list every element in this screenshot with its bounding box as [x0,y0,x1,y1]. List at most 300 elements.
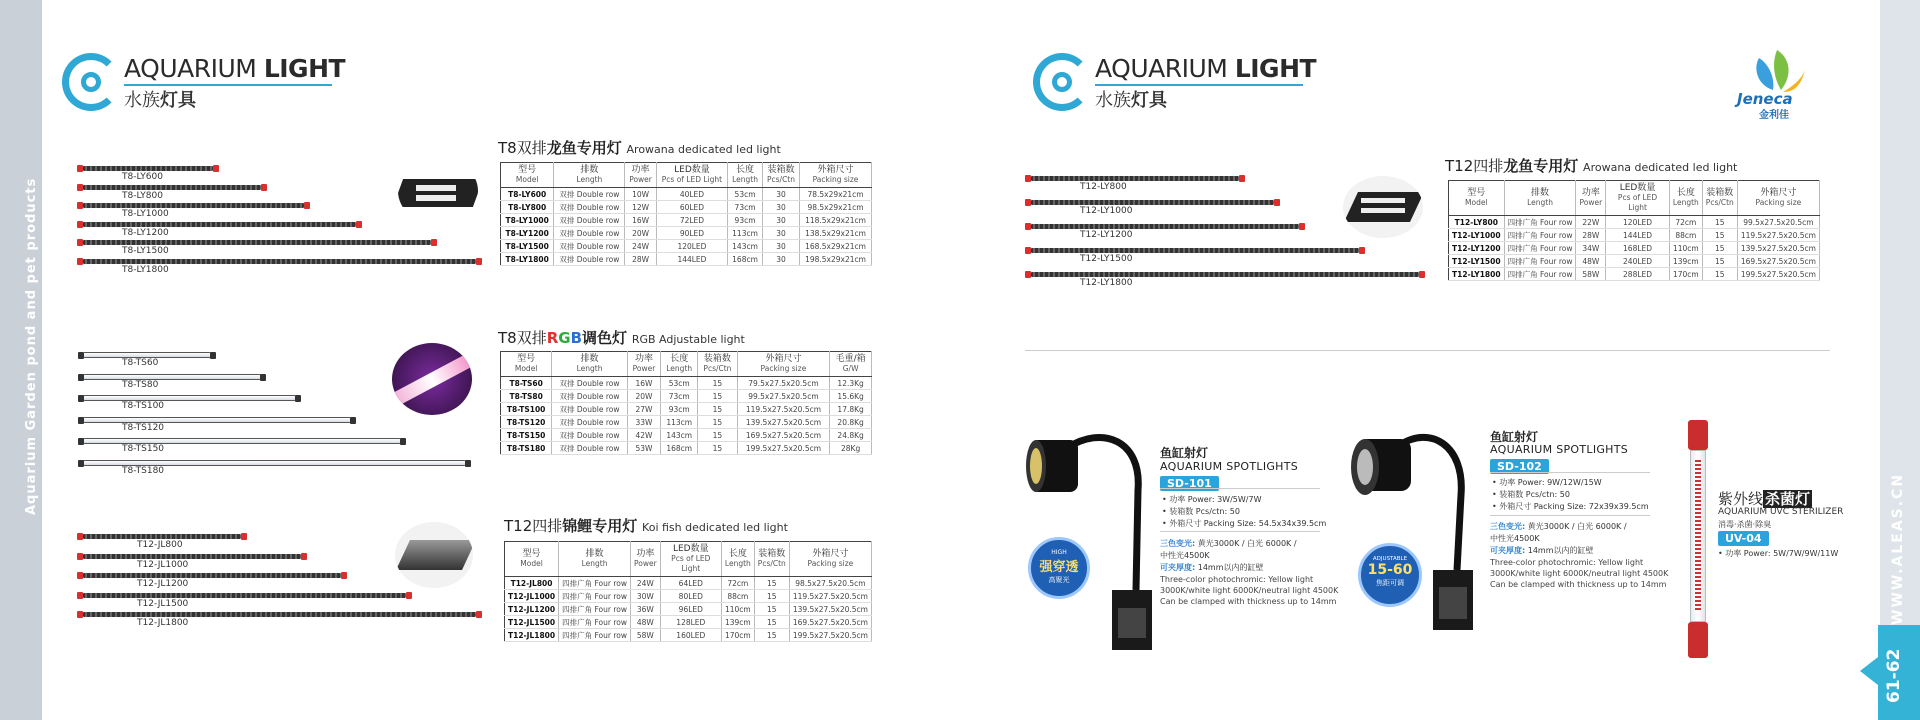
table-cell: T12-JL1200 [505,603,559,616]
tube-end-cap [241,533,247,540]
tube-model-label: T8-LY800 [122,190,163,201]
led-closeup-image-t12-ly [1343,176,1423,238]
led-tube [82,222,357,227]
section-divider [1025,350,1830,351]
table-row [505,616,872,629]
tube-end-cap [77,553,83,560]
led-tube [82,573,342,578]
table-cell: 双排 Double row [552,442,627,455]
tube-end-cap [77,202,83,209]
column-header [625,163,656,188]
table-cell: 15 [1702,268,1737,281]
column-header-en: Length [724,559,751,568]
tube-end-cap [77,572,83,579]
seal-sub-text: 高聚光 [1048,576,1070,584]
sd101-color-temp-cn-2: 中性光4500K [1160,551,1210,560]
table-cell: 15 [754,603,789,616]
uv04-spec-line: • 功率 Power: 5W/7W/9W/11W [1718,549,1839,558]
sd101-model-badge: SD-101 [1160,476,1219,491]
table-cell: 双排 Double row [554,240,625,253]
column-header-en: Length [576,175,603,184]
table-cell: 139.5x27.5x20.5cm [789,603,871,616]
website-url: WWW.ALEAS.CN [1890,472,1906,625]
tube-end-cap [213,165,219,172]
section-title-t12-ly: T12四排龙鱼专用灯 Arowana dedicated led light [1445,157,1738,175]
column-header-cn: 功率 [1581,188,1600,198]
column-header-cn: 长度 [736,165,755,175]
spec-table-t12-jl [504,541,872,642]
table-cell: 60LED [656,201,727,214]
column-header [737,352,830,377]
led-tube [82,395,297,401]
table-cell: 143cm [728,240,763,253]
sd102-en-line: Three-color photochromic: Yellow light [1490,558,1644,567]
table-cell: 40LED [656,188,727,201]
column-header-en: Pcs/Ctn [757,559,786,568]
tube-end-cap [77,184,83,191]
brand-name: Jeneca [1737,90,1793,108]
table-row [501,390,872,403]
table-cell: 170cm [1669,268,1702,281]
column-header-en: Packing size [807,559,854,568]
table-cell: 24W [625,240,656,253]
tube-end-cap [78,395,84,402]
page-title-cn: 水族灯具 [124,90,196,111]
table-cell: 30 [762,240,799,253]
table-row [501,240,872,253]
table-cell: 15 [698,416,737,429]
table-row [505,590,872,603]
column-header [754,542,789,577]
table-cell: 双排 Double row [554,188,625,201]
table-cell: 四排广角 Four row [559,616,631,629]
column-header [830,352,872,377]
tube-end-cap [78,460,84,467]
table-cell: 138.5x29x21cm [800,227,872,240]
column-header-cn: 型号 [517,354,536,364]
table-cell: 15 [754,590,789,603]
table-cell: 双排 Double row [552,416,627,429]
aquarium-logo-icon [62,53,120,111]
table-cell: 30 [762,188,799,201]
table-cell: 15 [698,390,737,403]
column-header-cn: 外箱尺寸 [1760,188,1797,198]
table-cell: 双排 Double row [554,201,625,214]
led-tube [82,185,262,190]
table-cell: 199.5x27.5x20.5cm [789,629,871,642]
tube-end-cap [77,592,83,599]
table-row [1449,268,1820,281]
table-cell: 24.8Kg [830,429,872,442]
column-header [501,163,554,188]
table-cell: 双排 Double row [554,214,625,227]
column-header-cn: 装箱数 [1706,188,1734,198]
tube-end-cap [301,553,307,560]
table-cell: 168cm [728,253,763,266]
column-header [661,352,698,377]
column-header-cn: 型号 [1467,188,1486,198]
column-header [1576,181,1606,216]
left-side-text: Aquarium Garden pond and pet products [24,177,39,515]
table-cell: 168LED [1606,242,1670,255]
table-cell: 15 [754,629,789,642]
column-header [501,352,552,377]
column-header-cn: 外箱尺寸 [812,549,849,559]
column-header-en: Model [514,364,538,373]
page-title-cn-right: 水族灯具 [1095,90,1167,111]
table-row [501,227,872,240]
column-header-cn: 长度 [670,354,689,364]
tube-model-label: T12-JL1000 [137,559,189,570]
table-cell: 15 [698,442,737,455]
table-row [501,403,872,416]
table-cell: 73cm [728,201,763,214]
table-cell: 119.5x27.5x20.5cm [789,590,871,603]
tube-end-cap [77,221,83,228]
spec-table-t8-ly [500,162,872,266]
table-header-row [505,542,872,577]
column-header-en: Length [576,364,603,373]
sd102-color-temp-cn: 三色变光: 黄光3000K / 白光 6000K / [1490,522,1627,531]
column-header-en: Power [1579,198,1603,207]
table-cell: 16W [625,214,656,227]
table-cell: T12-LY1000 [1449,229,1505,242]
column-header-en: Model [520,559,543,568]
column-header-cn: 毛重/箱 [835,354,866,364]
table-cell: 139cm [1669,255,1702,268]
column-header-en: Power [634,559,657,568]
column-header-cn: 排数 [585,549,604,559]
tube-model-label: T12-JL800 [137,540,183,550]
sd101-en-line: 3000K/white light 6000K/neutral light 4500K [1160,586,1339,595]
table-cell: 110cm [721,603,754,616]
table-row [505,603,872,616]
table-cell: 119.5x27.5x20.5cm [1737,229,1819,242]
table-cell: 20W [625,227,656,240]
sd102-spec-line: • 外箱尺寸 Packing Size: 72x39x39.5cm [1492,502,1649,511]
table-cell: 30 [762,214,799,227]
sd101-spec-line: • 功率 Power: 3W/5W/7W [1162,495,1262,504]
table-cell: 48W [631,616,661,629]
tube-end-cap [1359,247,1365,254]
column-header [789,542,871,577]
table-row [505,629,872,642]
table-cell: 144LED [1606,229,1670,242]
column-header [1669,181,1702,216]
table-cell: 90LED [656,227,727,240]
sd102-title-en: AQUARIUM SPOTLIGHTS [1490,443,1629,456]
table-cell: 33W [627,416,660,429]
table-cell: 139.5x27.5x20.5cm [1737,242,1819,255]
sd101-title-en: AQUARIUM SPOTLIGHTS [1160,460,1299,473]
table-cell: 15 [1702,229,1737,242]
section-title-t12-jl: T12四排锦鲤专用灯 Koi fish dedicated led light [504,517,788,535]
tube-end-cap [210,352,216,359]
column-header-cn: 排数 [1531,188,1550,198]
table-cell: 30 [762,227,799,240]
uv04-model-badge: UV-04 [1718,531,1769,546]
tube-end-cap [1025,223,1031,230]
table-row [501,429,872,442]
tube-model-label: T8-TS180 [122,465,165,476]
column-header-cn: 排数 [580,165,599,175]
tube-model-label: T8-TS120 [122,422,165,433]
tube-model-label: T8-LY600 [122,172,163,182]
column-header-en: Length [1527,198,1553,207]
column-header [1606,181,1670,216]
column-header-en: Model [515,175,539,184]
column-header [698,352,737,377]
column-header-en: Length [1672,198,1699,207]
table-cell: 48W [1576,255,1606,268]
table-cell: T8-LY1500 [501,240,554,253]
column-header-cn: 长度 [1676,188,1695,198]
tube-end-cap [1419,271,1425,278]
column-header-en: G/W [842,364,859,373]
sd102-model-badge: SD-102 [1490,459,1549,474]
table-cell: 170cm [721,629,754,642]
spotlight-sd102-icon [1345,425,1475,635]
column-header [656,163,727,188]
sd102-title-cn: 鱼缸射灯 [1490,430,1539,444]
uv-sterilizer-image [1685,420,1711,660]
table-cell: 139cm [721,616,754,629]
column-header [552,352,627,377]
tube-model-label: T8-TS60 [122,358,159,368]
table-cell: 93cm [728,214,763,227]
table-cell: 96LED [660,603,721,616]
table-cell: T8-LY1800 [501,253,554,266]
led-tube [82,554,302,559]
sd102-en-line: Can be clamped with thickness up to 14mm [1490,580,1667,589]
column-header [1702,181,1737,216]
table-cell: T8-TS180 [501,442,552,455]
led-tube [1030,200,1275,205]
table-row [501,201,872,214]
table-row [501,214,872,227]
spec-table-t8-ts [500,351,872,455]
tube-model-label: T12-LY800 [1080,182,1127,192]
table-cell: 169.5x27.5x20.5cm [789,616,871,629]
brand-name-cn: 金利佳 [1759,110,1789,121]
column-header-cn: 装箱数 [767,165,795,175]
tube-model-label: T12-JL1800 [137,618,189,628]
table-cell: T12-JL1000 [505,590,559,603]
column-header-en: Power [632,364,656,373]
table-cell: T8-TS120 [501,416,552,429]
page-title-right: AQUARIUM LIGHT [1095,54,1317,83]
sd101-spec-line: • 外箱尺寸 Packing Size: 54.5x34x39.5cm [1162,519,1327,528]
column-header [505,542,559,577]
table-cell: T12-JL1500 [505,616,559,629]
tube-end-cap [1025,199,1031,206]
table-cell: 143cm [661,429,698,442]
tube-model-label: T8-TS80 [122,379,159,390]
tube-end-cap [77,611,83,618]
page-title: AQUARIUM LIGHT [124,54,346,83]
table-cell: 22W [1576,216,1606,229]
table-cell: 双排 Double row [552,390,627,403]
led-tube [1030,248,1360,253]
column-header-en: Pcs/Ctn [766,175,795,184]
table-header-row [1449,181,1820,216]
tube-end-cap [1299,223,1305,230]
sd101-clamp-cn: 可夹厚度: 14mm以内的缸壁 [1160,563,1264,572]
table-row [501,377,872,390]
table-cell: 四排广角 Four row [559,629,631,642]
table-cell: 16W [627,377,660,390]
tube-model-label: T8-LY1000 [122,209,169,219]
column-header-cn: LED数量 [1619,183,1656,193]
seal-badge-sd101 [1028,537,1090,599]
column-header-en: Pcs of LED Light [661,175,723,184]
table-cell: 四排广角 Four row [559,590,631,603]
tube-end-cap [77,239,83,246]
table-cell: 113cm [661,416,698,429]
tube-model-label: T12-LY1200 [1080,230,1133,240]
table-cell: 110cm [1669,242,1702,255]
table-cell: 15 [1702,255,1737,268]
column-header-en: Pcs of LED Light [1617,193,1658,212]
table-cell: T8-TS80 [501,390,552,403]
table-cell: 199.5x27.5x20.5cm [737,442,830,455]
table-cell: 30 [762,201,799,214]
column-header-cn: 功率 [634,354,653,364]
table-cell: 199.5x27.5x20.5cm [1737,268,1819,281]
spec-table-t12-ly [1448,180,1820,281]
tube-end-cap [1025,247,1031,254]
table-row [1449,242,1820,255]
table-cell: T8-LY1000 [501,214,554,227]
column-header-cn: LED数量 [674,165,710,175]
column-header [728,163,763,188]
spotlight-sd102-image [1345,425,1475,635]
table-cell: T12-JL1800 [505,629,559,642]
table-cell: 28Kg [830,442,872,455]
tube-end-cap [304,202,310,209]
table-row [501,253,872,266]
sd101-spec-line: • 装箱数 Pcs/ctn: 50 [1162,507,1240,516]
tube-end-cap [465,460,471,467]
tube-model-label: T12-JL1200 [137,579,189,589]
tube-end-cap [77,165,83,172]
table-cell: 78.5x29x21cm [800,188,872,201]
sd101-title-cn: 鱼缸射灯 [1160,446,1209,460]
table-cell: 四排广角 Four row [1504,216,1576,229]
table-cell: 72LED [656,214,727,227]
column-header-en: Pcs of LED Light [671,554,711,573]
tube-end-cap [77,533,83,540]
table-cell: 28W [1576,229,1606,242]
tube-end-cap [78,417,84,424]
tube-end-cap [356,221,362,228]
column-header [1737,181,1819,216]
table-cell: 64LED [660,577,721,590]
tube-end-cap [77,258,83,265]
table-cell: 118.5x29x21cm [800,214,872,227]
table-cell: 79.5x27.5x20.5cm [737,377,830,390]
column-header-cn: 装箱数 [758,549,786,559]
table-cell: 15 [698,429,737,442]
column-header-cn: 外箱尺寸 [817,165,854,175]
led-closeup-image-t12-jl [395,522,473,588]
tube-model-label: T8-LY1500 [122,246,169,256]
table-cell: 98.5x27.5x20.5cm [789,577,871,590]
tube-end-cap [1274,199,1280,206]
table-cell: 73cm [661,390,698,403]
table-cell: 双排 Double row [552,429,627,442]
table-cell: 288LED [1606,268,1670,281]
table-row [501,442,872,455]
table-row [1449,255,1820,268]
table-cell: T8-TS60 [501,377,552,390]
table-cell: T8-LY800 [501,201,554,214]
column-header-en: Power [629,175,652,184]
column-header [627,352,660,377]
tube-end-cap [1025,271,1031,278]
table-cell: 144LED [656,253,727,266]
tube-model-label: T8-LY1800 [122,264,169,275]
seal-cn-text: 强穿透 [1039,560,1079,575]
table-cell: 双排 Double row [554,253,625,266]
table-cell: 58W [1576,268,1606,281]
table-cell: 42W [627,429,660,442]
table-cell: 240LED [1606,255,1670,268]
sd102-spec-line: • 装箱数 Pcs/ctn: 50 [1492,490,1570,499]
seal-top-text: ADJUSTABLE [1372,556,1408,562]
table-cell: 139.5x27.5x20.5cm [737,416,830,429]
table-cell: T8-LY600 [501,188,554,201]
led-closeup-image-t8-ly [398,157,478,225]
table-cell: 88cm [1669,229,1702,242]
column-header-cn: 外箱尺寸 [765,354,802,364]
tube-model-label: T12-LY1500 [1080,254,1133,264]
table-cell: 12W [625,201,656,214]
table-cell: 168cm [661,442,698,455]
tube-end-cap [260,374,266,381]
tube-end-cap [476,611,482,618]
table-cell: 88cm [721,590,754,603]
column-header [554,163,625,188]
table-cell: 15 [1702,216,1737,229]
tube-model-label: T8-TS150 [122,444,165,454]
column-header [660,542,721,577]
table-cell: T12-JL800 [505,577,559,590]
column-header [1449,181,1505,216]
table-cell: 34W [1576,242,1606,255]
led-tube [82,593,407,598]
table-cell: T12-LY1500 [1449,255,1505,268]
column-header-cn: 型号 [522,549,541,559]
sd101-en-line: Can be clamped with thickness up to 14mm [1160,597,1337,606]
table-cell: T12-LY800 [1449,216,1505,229]
table-cell: 双排 Double row [554,227,625,240]
table-cell: 168.5x29x21cm [800,240,872,253]
tube-end-cap [295,395,301,402]
table-cell: 15 [698,377,737,390]
table-cell: T12-LY1200 [1449,242,1505,255]
table-cell: 119.5x27.5x20.5cm [737,403,830,416]
tube-end-cap [78,352,84,359]
led-tube [82,203,305,208]
table-cell: 72cm [721,577,754,590]
table-cell: 169.5x27.5x20.5cm [1737,255,1819,268]
table-cell: T8-TS150 [501,429,552,442]
table-cell: 28W [625,253,656,266]
column-header-en: Length [732,175,758,184]
seal-sub-text: 焦距可调 [1376,579,1404,587]
table-cell: 30W [631,590,661,603]
